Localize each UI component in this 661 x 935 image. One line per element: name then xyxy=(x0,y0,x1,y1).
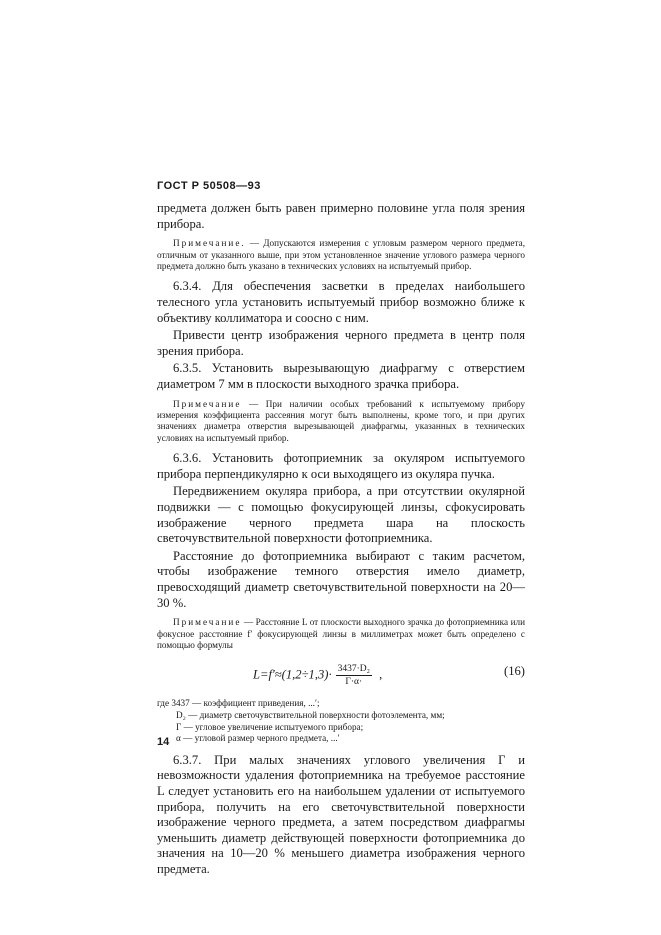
definition-3437: где 3437 — коэффициент приведения, ...′; xyxy=(157,698,320,709)
paragraph-6-3-4-b: Привести центр изображения черного предмета в центр поля зрения прибора. xyxy=(157,328,525,358)
paragraph-6-3-7: 6.3.7. При малых значениях углового увеличения Г и невозможности удаления фотоприемника на требуемое расстояние L следует установить его на наибольшем удалении от испытуемого прибора, получить на его светочувствительной поверхности изображение черного предмета, а затем посредством диафрагмы уменьшить диаметр действующей поверхности фотоприемника до значения на 10—20 % меньшего диаметра изображения черного предмета. xyxy=(157,752,525,876)
page-content xyxy=(157,201,525,879)
formula-definitions xyxy=(157,698,525,744)
note-1-label: Примечание. xyxy=(173,238,246,249)
paragraph-continuation: предмета должен быть равен примерно половине угла поля зрения прибора. xyxy=(157,201,525,231)
formula-expression xyxy=(253,664,382,687)
paragraph-6-3-6-c: Расстояние до фотоприемника выбирают с таким расчетом, чтобы изображение темного отверстия имело диаметр, превосходящий диаметр светочувствительной поверхности на 20—30 %. xyxy=(157,548,525,610)
paragraph-6-3-4: 6.3.4. Для обеспечения засветки в пределах наибольшего телесного угла установить испытуемый прибор возможно ближе к объективу коллиматора и соосно с ним. xyxy=(157,279,525,325)
document-header: ГОСТ Р 50508—93 xyxy=(157,180,261,192)
formula-lhs: L=f′≈(1,2÷1,3)· xyxy=(253,667,332,682)
paragraph-6-3-6-b: Передвижением окуляра прибора, а при отсутствии окулярной подвижки — с помощью фокусирующей линзы, сфокусировать изображение черного предмета шара на плоскость светочувствительной поверхности фотоприемника. xyxy=(157,484,525,546)
definition-alpha: α — угловой размер черного предмета, ...′ xyxy=(176,733,340,744)
formula-trail: , xyxy=(379,667,383,682)
page-number: 14 xyxy=(157,736,170,748)
formula-16 xyxy=(157,658,525,690)
note-3-text: — Расстояние L от плоскости выходного зрачка до фотоприемника или фокусное расстояние f′ фокусирующей линзы в миллиметрах может быть определено с помощью формулы xyxy=(157,617,525,650)
note-1 xyxy=(157,238,525,272)
formula-number: (16) xyxy=(504,664,525,679)
formula-numerator: 3437·D₂ xyxy=(337,664,370,675)
definition-gamma: Г — угловое увеличение испытуемого прибора; xyxy=(176,721,364,732)
note-1-text: — Допускаются измерения с угловым размером черного предмета, отличным от указанного выше, при этом установленное значение углового размера черного предмета должно быть указано в технических условиях на испытуемый прибор. xyxy=(157,238,525,271)
formula-denominator: Г·α· xyxy=(345,677,363,688)
note-2 xyxy=(157,399,525,445)
definition-d2: D₂ — диаметр светочувствительной поверхности фотоэлемента, мм; xyxy=(176,709,445,720)
note-2-text: — При наличии особых требований к испытуемому прибору измерения коэффициента рассеяния могут быть выполнены, кроме того, и при других значениях диаметра отверстия вырезывающей диафрагмы, указанных в технических условиях на испытуемый прибор. xyxy=(157,398,525,443)
formula-fraction xyxy=(336,664,372,687)
note-3-label: Примечание xyxy=(173,617,242,628)
note-3 xyxy=(157,617,525,651)
paragraph-6-3-5: 6.3.5. Установить вырезывающую диафрагму с отверстием диаметром 7 мм в плоскости выходного зрачка прибора. xyxy=(157,361,525,391)
note-2-label: Примечание xyxy=(173,398,242,409)
paragraph-6-3-6: 6.3.6. Установить фотоприемник за окуляром испытуемого прибора перпендикулярно к оси выходящего из окуляра пучка. xyxy=(157,451,525,481)
